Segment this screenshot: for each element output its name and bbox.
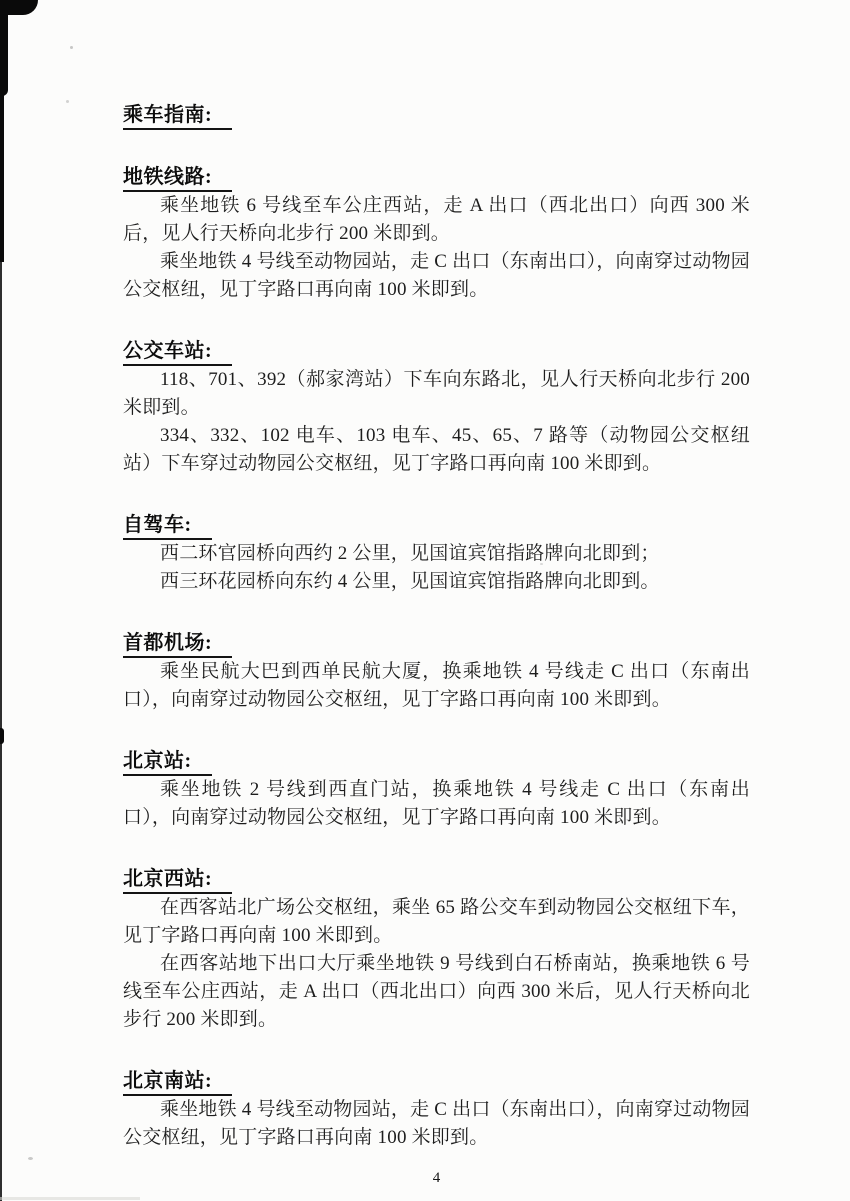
section-heading <box>123 747 750 776</box>
section-heading <box>123 163 750 192</box>
paragraph: 乘坐地铁 6 号线至车公庄西站，走 A 出口（西北出口）向西 300 米后，见人行天桥向北步行 200 米即到。 <box>123 195 750 244</box>
scan-artifact-left-edge-bump <box>0 728 4 744</box>
heading-underlined-text: 自驾车: <box>123 513 212 540</box>
scan-speck <box>28 1157 33 1160</box>
section-bus-stops <box>123 337 750 478</box>
scan-speck <box>66 100 69 103</box>
section-heading <box>123 629 750 658</box>
heading-underlined-text: 北京南站: <box>123 1069 232 1096</box>
section-self-driving <box>123 511 750 596</box>
paragraph: 118、701、392（郝家湾站）下车向东路北，见人行天桥向北步行 200 米即到。 <box>123 369 750 418</box>
section-heading <box>123 865 750 894</box>
paragraph: 334、332、102 电车、103 电车、45、65、7 路等（动物园公交枢纽站）下车穿过动物园公交枢纽，见丁字路口再向南 100 米即到。 <box>123 425 750 474</box>
scan-speck <box>70 46 73 49</box>
heading-underlined-text: 北京站: <box>123 749 212 776</box>
scan-artifact-bottom-smudge <box>0 1197 140 1200</box>
section-beijing-west-station <box>123 865 750 1034</box>
paragraph: 乘坐民航大巴到西单民航大厦，换乘地铁 4 号线走 C 出口（东南出口），向南穿过动物园公交枢纽，见丁字路口再向南 100 米即到。 <box>123 661 750 710</box>
paragraph: 西三环花园桥向东约 4 公里，见国谊宾馆指路牌向北即到。 <box>160 571 660 592</box>
page-number: 4 <box>432 1170 441 1186</box>
heading-underlined-text: 北京西站: <box>123 867 232 894</box>
section-beijing-station <box>123 747 750 832</box>
heading-underlined-text: 地铁线路: <box>123 165 232 192</box>
paragraph: 乘坐地铁 4 号线至动物园站，走 C 出口（东南出口），向南穿过动物园公交枢纽，见丁字路口再向南 100 米即到。 <box>123 251 750 300</box>
heading-underlined-text: 首都机场: <box>123 631 232 658</box>
paragraph: 在西客站地下出口大厅乘坐地铁 9 号线到白石桥南站，换乘地铁 6 号线至车公庄西站，走 A 出口（西北出口）向西 300 米后，见人行天桥向北步行 200 米即到。 <box>123 953 750 1030</box>
section-heading <box>123 337 750 366</box>
paragraph: 西二环官园桥向西约 2 公里，见国谊宾馆指路牌向北即到； <box>160 543 660 564</box>
section-heading <box>123 1067 750 1096</box>
document-body <box>123 0 750 1188</box>
paragraph: 乘坐地铁 2 号线到西直门站，换乘地铁 4 号线走 C 出口（东南出口），向南穿过动物园公交枢纽，见丁字路口再向南 100 米即到。 <box>123 779 750 828</box>
scan-artifact-left-edge-line <box>0 0 2 1201</box>
section-capital-airport <box>123 629 750 714</box>
section-ride-guide <box>123 101 750 130</box>
section-heading <box>123 101 750 130</box>
paragraph: 在西客站北广场公交枢纽，乘坐 65 路公交车到动物园公交枢纽下车，见丁字路口再向南 100 米即到。 <box>123 897 750 946</box>
paragraph: 乘坐地铁 4 号线至动物园站，走 C 出口（东南出口），向南穿过动物园公交枢纽，见丁字路口再向南 100 米即到。 <box>123 1099 750 1148</box>
section-heading <box>123 511 750 540</box>
section-beijing-south-station <box>123 1067 750 1152</box>
section-subway-lines <box>123 163 750 304</box>
heading-underlined-text: 乘车指南: <box>123 103 232 130</box>
heading-underlined-text: 公交车站: <box>123 339 232 366</box>
